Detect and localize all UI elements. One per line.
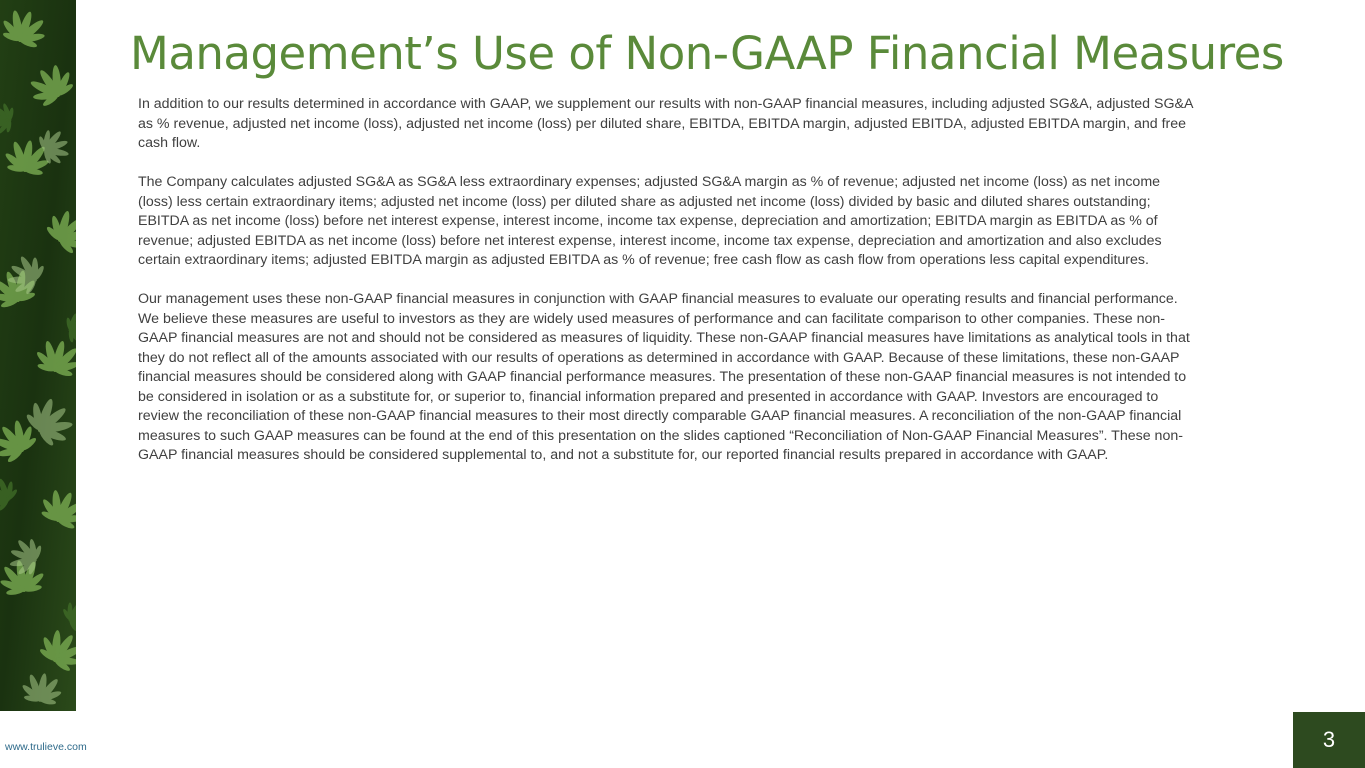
paragraph-management-use: Our management uses these non-GAAP financial measures in conjunction with GAAP financial measures to evaluate our operating results and financial performance. We believe these measures are useful to investors as they are widely used measures of performance and can facilitate comparison to other companies. These non-GAAP financial measures are not and should not be considered as measures of liquidity. These non-GAAP financial measures have limitations as analytical tools in that they do not reflect all of the amounts associated with our results of operations as determined in accordance with GAAP. Because of these limitations, these non-GAAP financial measures should be considered along with GAAP financial performance measures. The presentation of these non-GAAP financial measures is not intended to be considered in isolation or as a substitute for, or superior to, financial information prepared and presented in accordance with GAAP. Investors are encouraged to review the reconciliation of these non-GAAP financial measures to their most directly comparable GAAP financial measures. A reconciliation of the non-GAAP financial measures to such GAAP measures can be found at the end of this presentation on the slides captioned “Reconciliation of Non-GAAP Financial Measures”. These non-GAAP financial measures should be considered supplemental to, and not a substitute for, our reported financial results prepared in accordance with GAAP. — [138, 291, 1190, 463]
page-number-box — [1293, 712, 1365, 768]
paragraph-definitions: The Company calculates adjusted SG&A as SG&A less extraordinary expenses; adjusted SG&A margin as % of revenue; adjusted net income (loss) as net income (loss) less certain extraordinary items; adjusted net income (loss) per diluted share as adjusted net income (loss) divided by basic and diluted shares outstanding; EBITDA as net income (loss) before net interest expense, interest income, income tax expense, depreciation and amortization; EBITDA margin as EBITDA as % of revenue; adjusted EBITDA as net income (loss) before net interest expense, interest income, income tax expense, depreciation and amortization and also excludes certain extraordinary items; adjusted EBITDA margin as adjusted EBITDA as % of revenue; free cash flow as cash flow from operations less capital expenditures. — [138, 174, 1162, 268]
slide-title: Management’s Use of Non-GAAP Financial Measures — [130, 27, 1284, 80]
page-number: 3 — [1322, 727, 1336, 752]
body-text — [138, 95, 1198, 485]
paragraph-intro: In addition to our results determined in accordance with GAAP, we supplement our results with non-GAAP financial measures, including adjusted SG&A, adjusted SG&A as % revenue, adjusted net income (loss), adjusted net income (loss) per diluted share, EBITDA, EBITDA margin, adjusted EBITDA, adjusted EBITDA margin, and free cash flow. — [138, 96, 1193, 151]
footer-url: www.trulieve.com — [5, 741, 87, 753]
cannabis-leaves-image — [0, 0, 76, 711]
